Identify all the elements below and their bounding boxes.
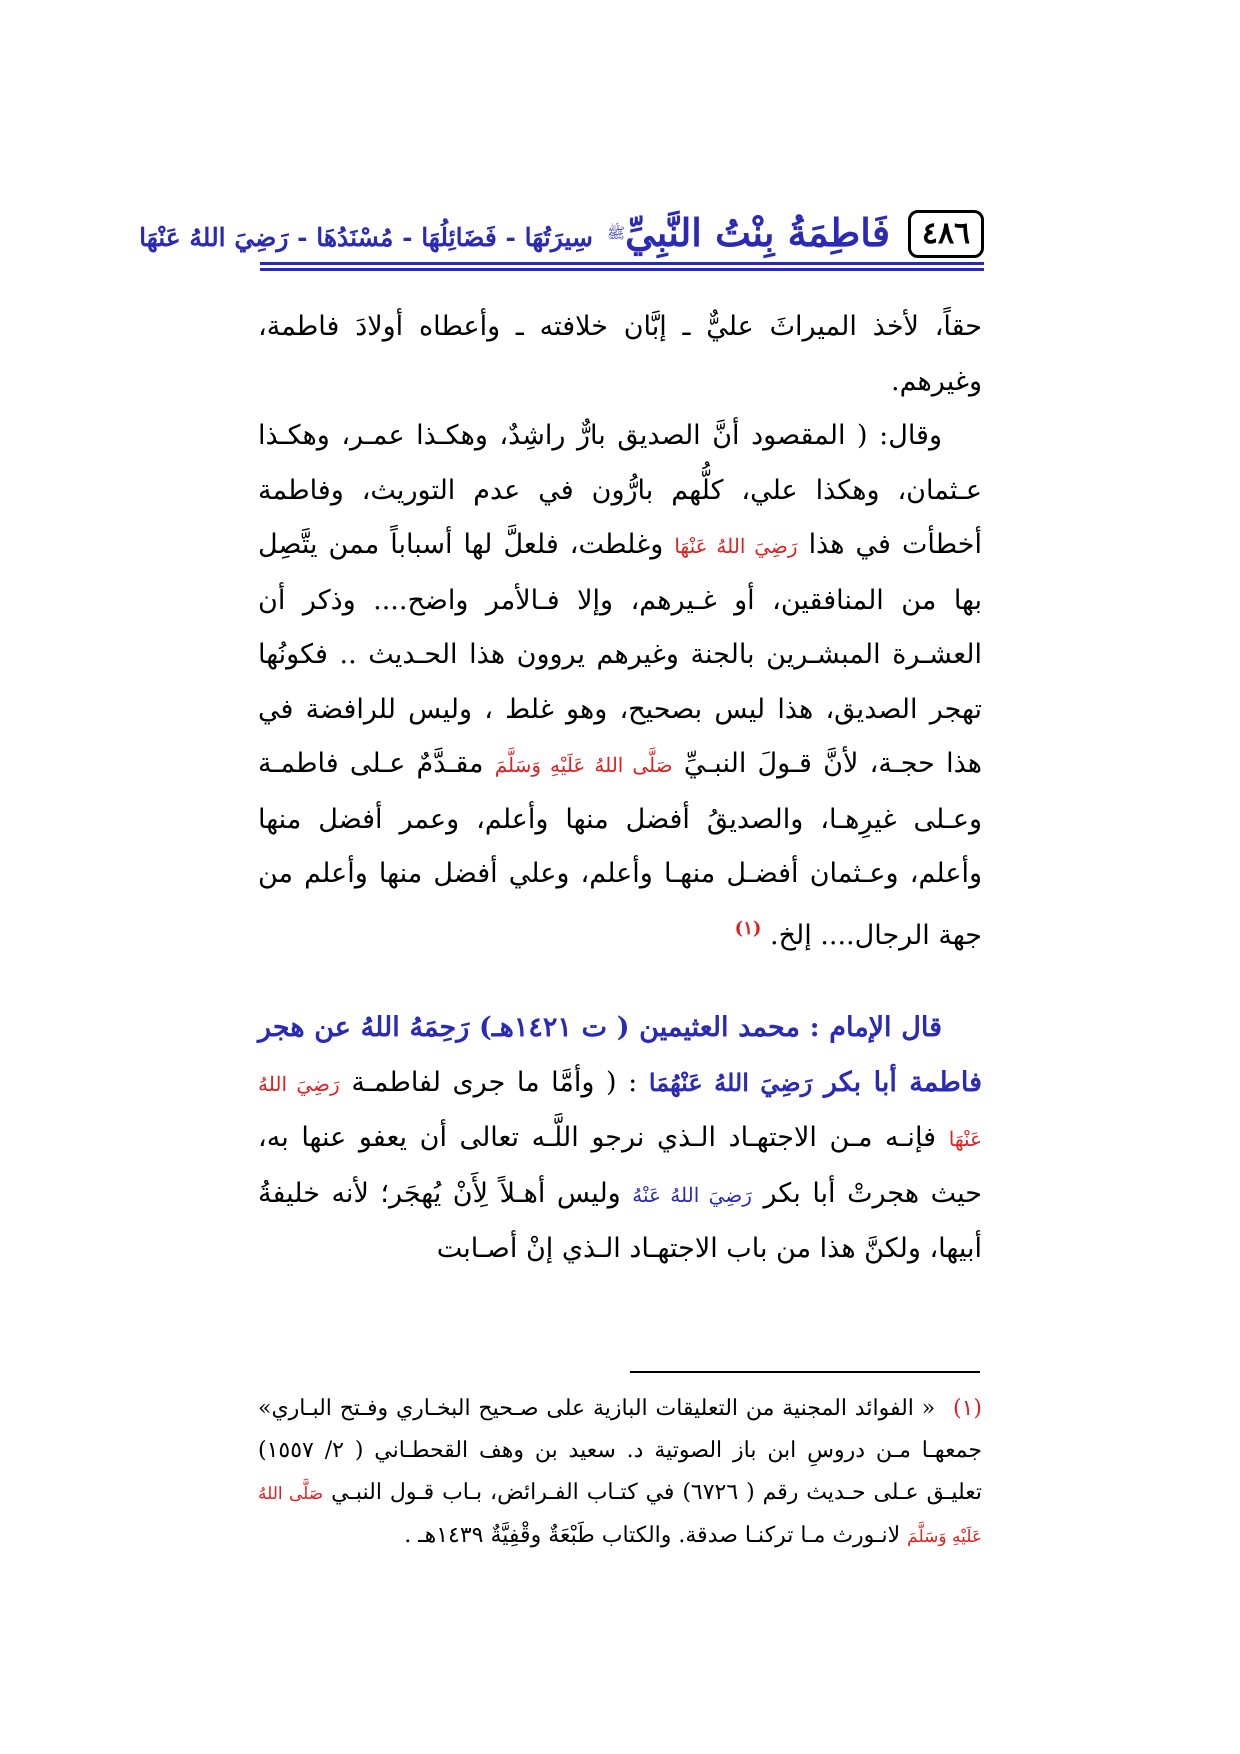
page-number: ٤٨٦ xyxy=(908,210,984,258)
footnote-separator xyxy=(630,1371,980,1373)
footnote-1-part-b: لانـورث مـا تركنـا صدقة. والكتاب طَبْعَةٌ وقْفِيَّةٌ ١٤٣٩هـ . xyxy=(404,1523,901,1548)
footnote-honorific-salla: صَلَّى اللهُ عَلَيْهِ وَسَلَّمَ xyxy=(258,1484,982,1547)
footnote-1 xyxy=(258,1388,982,1558)
footnote-reference[interactable]: (١) xyxy=(734,917,762,939)
paragraph-2-part-b: وغلطت، فلعلَّ لها أسباباً ممن يتَّصِل بها من المنافقين، أو غـيرهم، وإلا فـالأمر واضح.... وذكر أن العشـرة المبشـرين بالجنة وغيرهم يروون هذا الحـديث .. فكونُها تهجر الصديق، هذا ليس بصحيح، وهو غلط ، وليس للرافضة في هذا حجـة، لأنَّ قـولَ النبـيِّ xyxy=(258,529,983,779)
honorific-radiya-anhuma: رَضِيَ اللهُ عَنْهُمَا xyxy=(648,1067,813,1097)
book-subtitle: سِيرَتُهَا - فَضَائِلُهَا - مُسْنَدُهَا - رَضِيَ اللهُ عَنْهَا xyxy=(139,223,593,252)
paragraph-3 xyxy=(258,1001,982,1277)
main-text xyxy=(258,300,982,1277)
header-rule-top xyxy=(260,262,984,265)
paragraph-2-part-c: مقـدَّمٌ عـلى فاطمـة وعـلى غيرِهـا، والصديقُ أفضل منها وأعلم، وعمر أفضل منها وأعلم، وعـثمان أفضـل منهـا وأعلم، وعلي أفضل منها وأعلم من جهة الرجال.... إلخ. xyxy=(258,748,982,951)
paragraph-1: حقاً، لأخذ الميراثَ عليٌّ ـ إبَّان خلافته ـ وأعطاه أولادَ فاطمة، وغيرهم. xyxy=(258,311,982,397)
honorific-radiya-anhu: رَضِيَ اللهُ عَنْهُ xyxy=(632,1182,752,1207)
footnote-1-part-a: « الفوائد المجنية من التعليقات البازية على صـحيح البخـاري وفـتح البـاري» جمعهـا مـن دروسِ ابن باز الصوتية د. سعيد بن وهف القحطـاني ( ٢/ ١٥٥٧) تعليـق عـلى حـديث رقم ( ٦٧٢٦) في كتـاب الفـرائض، بـاب قـول النبـي xyxy=(258,1396,983,1505)
paragraph-3-part-a: : ( وأمَّا ما جرى لفاطمـة xyxy=(351,1066,638,1098)
section-lead-in: قال الإمام : محمد العثيمين ( ت ١٤٢١هـ) رَحِمَهُ اللهُ عن هجر فاطمة أبا بكر xyxy=(258,1012,983,1098)
honorific-radiya-anha-2: رَضِيَ اللهُ عَنْهَا xyxy=(258,1071,982,1151)
paragraph-3-part-c: وليس أهـلاً لِأَنْ يُهجَر؛ لأنه خليفةُ أبيها، ولكنَّ هذا من باب الاجتهـاد الـذي إنْ أصـابت xyxy=(258,1177,982,1264)
honorific-radiya-anha: رَضِيَ اللهُ عَنْهَا xyxy=(674,534,798,558)
paragraph-2 xyxy=(258,409,982,963)
paragraph-2-part-a: وقال: ( المقصود أنَّ الصديق بارٌّ راشِدٌ، وهكـذا عمـر، وهكـذا عـثمان، وهكذا علي، كلُّهم بارُّون في عدم التوريث، وفاطمة أخطأت في هذا xyxy=(258,420,982,560)
footnote-number: (١) xyxy=(953,1396,983,1421)
paragraph-3-part-b: فإنـه مـن الاجتهـاد الـذي نرجو اللَّـه تعالى أن يعفو عنها به، حيث هجرتْ أبا بكر xyxy=(258,1122,982,1209)
header-rule-bottom xyxy=(260,268,984,271)
page-header xyxy=(139,208,984,282)
footnotes xyxy=(258,1388,982,1558)
title-honorific: ﷺ xyxy=(606,224,626,242)
book-title: فَاطِمَةُ بِنْتُ النَّبِيِّ xyxy=(625,210,890,255)
running-title xyxy=(139,208,890,258)
honorific-salla: صَلَّى اللهُ عَلَيْهِ وَسَلَّمَ xyxy=(494,753,673,777)
